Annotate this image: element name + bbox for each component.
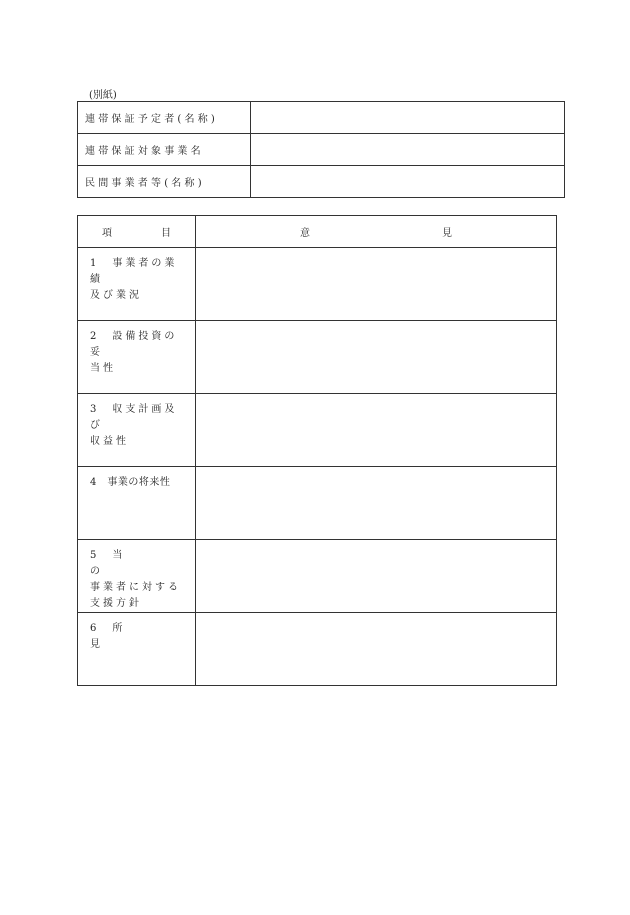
opinion-field[interactable] (196, 540, 557, 613)
info-label: 連帯保証予定者(名称) (78, 102, 251, 134)
opinion-field[interactable] (196, 248, 557, 321)
info-row (78, 166, 565, 198)
item-label: 2 設備投資の妥 当性 (90, 331, 178, 374)
info-label: 民間事業者等(名称) (78, 166, 251, 198)
item-label: 4 事業の将来性 (90, 477, 171, 488)
item-cell (78, 467, 196, 540)
item-label: 3 収支計画及び 収益性 (90, 404, 178, 447)
info-value-field[interactable] (251, 134, 565, 166)
item-cell (78, 613, 196, 686)
item-label: 6 所 見 (90, 623, 191, 650)
item-cell (78, 394, 196, 467)
opinion-field[interactable] (196, 394, 557, 467)
page-label: (別紙) (89, 90, 117, 101)
opinion-table (77, 215, 557, 686)
table-row (78, 540, 557, 613)
opinion-field[interactable] (196, 321, 557, 394)
table-row (78, 613, 557, 686)
table-row (78, 248, 557, 321)
opinion-field[interactable] (196, 467, 557, 540)
item-label: 5 当 の 事業者に対する 支援方針 (90, 550, 181, 609)
header-item-cell (78, 216, 196, 248)
table-row (78, 394, 557, 467)
info-table (77, 101, 565, 198)
header-opinion-char: 見 (442, 228, 452, 239)
item-cell (78, 321, 196, 394)
table-header-row (78, 216, 557, 248)
info-value-field[interactable] (251, 102, 565, 134)
item-label: 1 事業者の業績 及び業況 (90, 258, 178, 301)
header-item-char: 項 (102, 228, 112, 239)
header-opinion-char: 意 (300, 228, 310, 239)
info-value-field[interactable] (251, 166, 565, 198)
item-cell (78, 248, 196, 321)
header-opinion-cell (196, 216, 557, 248)
header-item-char: 目 (161, 228, 171, 239)
item-cell (78, 540, 196, 613)
info-row (78, 134, 565, 166)
opinion-field[interactable] (196, 613, 557, 686)
info-label: 連帯保証対象事業名 (78, 134, 251, 166)
table-row (78, 467, 557, 540)
info-row (78, 102, 565, 134)
table-row (78, 321, 557, 394)
